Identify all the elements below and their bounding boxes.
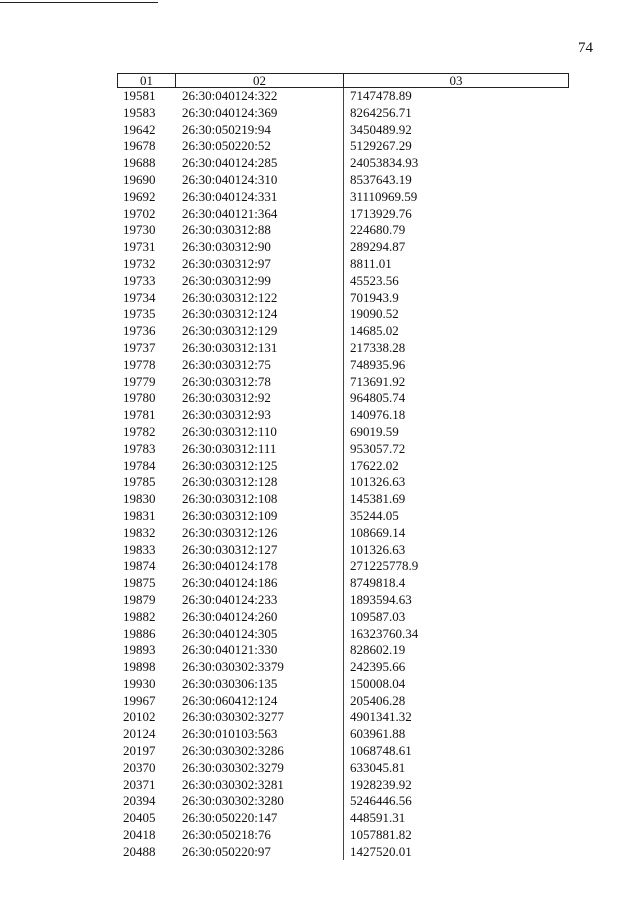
cell-cadastral-number: 26:30:030312:122 xyxy=(182,289,278,305)
cell-id: 19690 xyxy=(123,171,156,187)
cell-id: 20102 xyxy=(123,709,156,725)
cell-id: 20197 xyxy=(123,743,156,759)
cell-value: 8749818.4 xyxy=(350,575,406,591)
cell-id: 19830 xyxy=(123,491,156,507)
cell-id: 20488 xyxy=(123,843,156,859)
cell-cadastral-number: 26:30:040124:186 xyxy=(182,575,278,591)
cell-cadastral-number: 26:30:040124:178 xyxy=(182,558,278,574)
cell-id: 19882 xyxy=(123,608,156,624)
page-number: 74 xyxy=(578,40,593,56)
cell-id: 20370 xyxy=(123,759,156,775)
cell-value: 150008.04 xyxy=(350,675,406,691)
column-divider xyxy=(343,88,344,860)
cell-value: 964805.74 xyxy=(350,390,406,406)
cell-value: 1893594.63 xyxy=(350,591,412,607)
cell-id: 19730 xyxy=(123,222,156,238)
cell-cadastral-number: 26:30:030312:127 xyxy=(182,541,278,557)
cell-cadastral-number: 26:30:030312:75 xyxy=(182,356,271,372)
cell-value: 101326.63 xyxy=(350,474,406,490)
cell-id: 19678 xyxy=(123,138,156,154)
cell-value: 603961.88 xyxy=(350,726,406,742)
cell-value: 101326.63 xyxy=(350,541,406,557)
cell-cadastral-number: 26:30:030312:97 xyxy=(182,255,271,271)
cell-cadastral-number: 26:30:040124:310 xyxy=(182,171,278,187)
cell-cadastral-number: 26:30:030302:3379 xyxy=(182,659,284,675)
cell-id: 19879 xyxy=(123,591,156,607)
cell-value: 8537643.19 xyxy=(350,171,412,187)
cell-id: 19642 xyxy=(123,121,156,137)
cell-cadastral-number: 26:30:010103:563 xyxy=(182,726,278,742)
cell-value: 633045.81 xyxy=(350,759,406,775)
cell-id: 19780 xyxy=(123,390,156,406)
cell-value: 748935.96 xyxy=(350,356,406,372)
cell-value: 1713929.76 xyxy=(350,205,412,221)
header-cell-03: 03 xyxy=(449,73,463,88)
cell-id: 19731 xyxy=(123,239,156,255)
cell-cadastral-number: 26:30:050220:97 xyxy=(182,843,271,859)
cell-cadastral-number: 26:30:060412:124 xyxy=(182,692,278,708)
cell-cadastral-number: 26:30:030312:126 xyxy=(182,524,278,540)
table-header xyxy=(117,73,569,88)
header-cell-01: 01 xyxy=(118,74,176,87)
cell-id: 19967 xyxy=(123,692,156,708)
cell-value: 16323760.34 xyxy=(350,625,419,641)
cell-cadastral-number: 26:30:040121:364 xyxy=(182,205,278,221)
cell-value: 8264256.71 xyxy=(350,104,412,120)
cell-cadastral-number: 26:30:050218:76 xyxy=(182,827,271,843)
cell-id: 19735 xyxy=(123,306,156,322)
cell-cadastral-number: 26:30:040124:305 xyxy=(182,625,278,641)
cell-id: 20371 xyxy=(123,776,156,792)
cell-cadastral-number: 26:30:050219:94 xyxy=(182,121,271,137)
cell-cadastral-number: 26:30:030312:110 xyxy=(182,423,277,439)
cell-value: 35244.05 xyxy=(350,507,399,523)
cell-value: 45523.56 xyxy=(350,272,399,288)
cell-value: 19090.52 xyxy=(350,306,399,322)
cell-cadastral-number: 26:30:040124:322 xyxy=(182,88,278,103)
cell-id: 19893 xyxy=(123,642,156,658)
cell-id: 19898 xyxy=(123,659,156,675)
cell-cadastral-number: 26:30:030312:128 xyxy=(182,474,278,490)
cell-cadastral-number: 26:30:040121:330 xyxy=(182,642,278,658)
cell-id: 19930 xyxy=(123,675,156,691)
cell-cadastral-number: 26:30:030312:108 xyxy=(182,491,278,507)
cell-id: 19581 xyxy=(123,88,156,103)
cell-id: 19778 xyxy=(123,356,156,372)
cell-id: 20418 xyxy=(123,827,156,843)
cell-id: 19886 xyxy=(123,625,156,641)
cell-value: 953057.72 xyxy=(350,440,406,456)
cell-value: 242395.66 xyxy=(350,659,406,675)
cell-cadastral-number: 26:30:030312:88 xyxy=(182,222,271,238)
cell-cadastral-number: 26:30:030312:78 xyxy=(182,373,271,389)
cell-id: 19732 xyxy=(123,255,156,271)
cell-value: 7147478.89 xyxy=(350,88,412,103)
cell-value: 4901341.32 xyxy=(350,709,412,725)
cell-cadastral-number: 26:30:030302:3280 xyxy=(182,793,284,809)
cell-id: 19782 xyxy=(123,423,156,439)
cell-id: 19733 xyxy=(123,272,156,288)
cell-id: 19702 xyxy=(123,205,156,221)
cell-id: 20124 xyxy=(123,726,156,742)
cell-value: 713691.92 xyxy=(350,373,406,389)
cell-cadastral-number: 26:30:050220:147 xyxy=(182,810,278,826)
cell-value: 1068748.61 xyxy=(350,743,412,759)
data-table xyxy=(117,73,569,861)
cell-value: 31110969.59 xyxy=(350,188,418,204)
cell-cadastral-number: 26:30:030312:129 xyxy=(182,323,278,339)
cell-cadastral-number: 26:30:040124:260 xyxy=(182,608,278,624)
cell-cadastral-number: 26:30:040124:369 xyxy=(182,104,278,120)
cell-id: 19831 xyxy=(123,507,156,523)
cell-value: 14685.02 xyxy=(350,323,399,339)
cell-cadastral-number: 26:30:040124:285 xyxy=(182,155,278,171)
cell-id: 19785 xyxy=(123,474,156,490)
cell-value: 17622.02 xyxy=(350,457,399,473)
cell-id: 19736 xyxy=(123,323,156,339)
cell-id: 19832 xyxy=(123,524,156,540)
cell-cadastral-number: 26:30:030312:111 xyxy=(182,440,277,456)
cell-cadastral-number: 26:30:030312:99 xyxy=(182,272,271,288)
cell-cadastral-number: 26:30:030312:90 xyxy=(182,239,271,255)
cell-value: 109587.03 xyxy=(350,608,406,624)
cell-id: 19688 xyxy=(123,155,156,171)
header-cell-02: 02 xyxy=(176,74,344,87)
cell-cadastral-number: 26:30:040124:331 xyxy=(182,188,278,204)
cell-id: 19875 xyxy=(123,575,156,591)
cell-value: 140976.18 xyxy=(350,407,406,423)
cell-value: 289294.87 xyxy=(350,239,406,255)
cell-id: 19737 xyxy=(123,339,156,355)
cell-cadastral-number: 26:30:030312:124 xyxy=(182,306,278,322)
cell-value: 701943.9 xyxy=(350,289,399,305)
cell-value: 205406.28 xyxy=(350,692,406,708)
cell-id: 19874 xyxy=(123,558,156,574)
cell-value: 448591.31 xyxy=(350,810,406,826)
cell-cadastral-number: 26:30:030302:3279 xyxy=(182,759,284,775)
cell-cadastral-number: 26:30:030302:3286 xyxy=(182,743,284,759)
cell-id: 19783 xyxy=(123,440,156,456)
cell-cadastral-number: 26:30:040124:233 xyxy=(182,591,278,607)
cell-value: 271225778.9 xyxy=(350,558,419,574)
cell-value: 1057881.82 xyxy=(350,827,412,843)
cell-value: 217338.28 xyxy=(350,339,406,355)
cell-cadastral-number: 26:30:030312:93 xyxy=(182,407,271,423)
cell-value: 828602.19 xyxy=(350,642,406,658)
cell-value: 5246446.56 xyxy=(350,793,412,809)
cell-value: 1928239.92 xyxy=(350,776,412,792)
cell-id: 19583 xyxy=(123,104,156,120)
cell-cadastral-number: 26:30:030306:135 xyxy=(182,675,278,691)
cell-value: 5129267.29 xyxy=(350,138,412,154)
top-rule xyxy=(0,2,158,3)
cell-cadastral-number: 26:30:050220:52 xyxy=(182,138,271,154)
cell-id: 19781 xyxy=(123,407,156,423)
cell-value: 24053834.93 xyxy=(350,155,419,171)
cell-cadastral-number: 26:30:030312:92 xyxy=(182,390,271,406)
table-body xyxy=(117,88,569,861)
cell-id: 19833 xyxy=(123,541,156,557)
cell-id: 19784 xyxy=(123,457,156,473)
cell-value: 145381.69 xyxy=(350,491,406,507)
cell-cadastral-number: 26:30:030302:3277 xyxy=(182,709,284,725)
cell-id: 19734 xyxy=(123,289,156,305)
cell-cadastral-number: 26:30:030302:3281 xyxy=(182,776,284,792)
cell-value: 69019.59 xyxy=(350,423,399,439)
cell-cadastral-number: 26:30:030312:109 xyxy=(182,507,278,523)
cell-cadastral-number: 26:30:030312:131 xyxy=(182,339,278,355)
cell-value: 1427520.01 xyxy=(350,843,412,859)
cell-id: 19779 xyxy=(123,373,156,389)
cell-id: 20394 xyxy=(123,793,156,809)
cell-cadastral-number: 26:30:030312:125 xyxy=(182,457,278,473)
cell-value: 8811.01 xyxy=(350,255,392,271)
cell-value: 224680.79 xyxy=(350,222,406,238)
cell-id: 20405 xyxy=(123,810,156,826)
cell-value: 108669.14 xyxy=(350,524,406,540)
cell-id: 19692 xyxy=(123,188,156,204)
cell-value: 3450489.92 xyxy=(350,121,412,137)
